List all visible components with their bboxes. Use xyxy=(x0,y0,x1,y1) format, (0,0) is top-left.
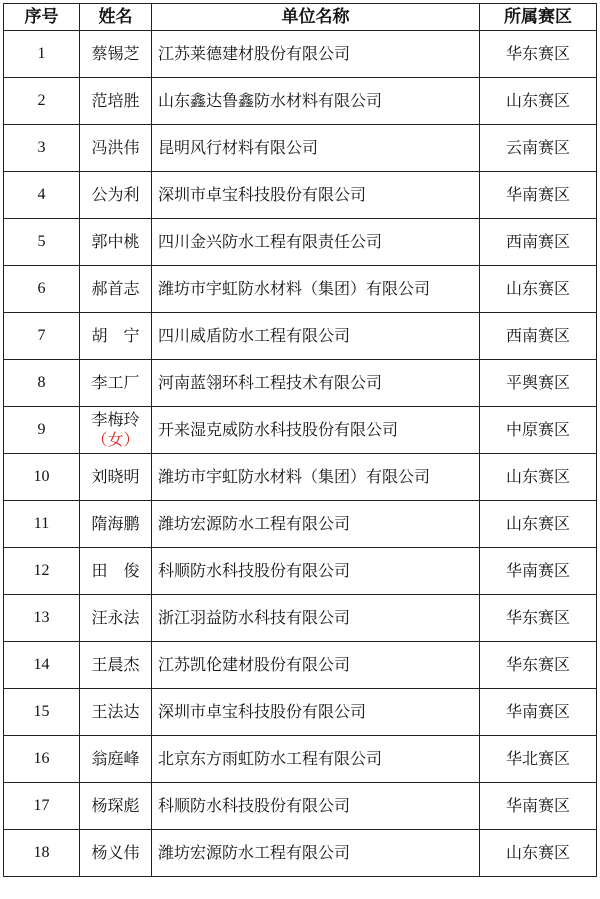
cell-name xyxy=(80,78,152,125)
cell-org: 山东鑫达鲁鑫防水材料有限公司 xyxy=(152,78,480,125)
gender-tag: （女） xyxy=(91,430,140,449)
person-name: 刘晓明 xyxy=(91,467,140,486)
cell-org: 江苏凯伦建材股份有限公司 xyxy=(152,642,480,689)
table-row xyxy=(4,642,597,689)
person-name: 杨义伟 xyxy=(91,843,140,862)
cell-name xyxy=(80,31,152,78)
cell-no: 6 xyxy=(4,266,80,313)
cell-region: 西南赛区 xyxy=(480,219,597,266)
table-row xyxy=(4,548,597,595)
cell-region: 山东赛区 xyxy=(480,830,597,877)
table-row xyxy=(4,31,597,78)
table-row xyxy=(4,313,597,360)
cell-org: 昆明风行材料有限公司 xyxy=(152,125,480,172)
header-no: 序号 xyxy=(4,4,80,31)
table-body xyxy=(4,31,597,877)
cell-name xyxy=(80,172,152,219)
cell-org: 潍坊市宇虹防水材料（集团）有限公司 xyxy=(152,266,480,313)
person-name: 汪永法 xyxy=(91,608,140,627)
cell-name xyxy=(80,548,152,595)
cell-name xyxy=(80,642,152,689)
cell-region: 华东赛区 xyxy=(480,642,597,689)
table-row xyxy=(4,78,597,125)
table-row xyxy=(4,360,597,407)
cell-region: 山东赛区 xyxy=(480,454,597,501)
cell-region: 山东赛区 xyxy=(480,78,597,125)
cell-region: 华东赛区 xyxy=(480,595,597,642)
person-name: 王晨杰 xyxy=(91,655,140,674)
cell-org: 江苏莱德建材股份有限公司 xyxy=(152,31,480,78)
cell-no: 8 xyxy=(4,360,80,407)
cell-no: 11 xyxy=(4,501,80,548)
person-name: 冯洪伟 xyxy=(91,138,140,157)
cell-region: 华南赛区 xyxy=(480,548,597,595)
cell-name xyxy=(80,501,152,548)
table-header-row xyxy=(4,4,597,31)
person-name: 翁庭峰 xyxy=(91,749,140,768)
cell-no: 17 xyxy=(4,783,80,830)
table-row xyxy=(4,172,597,219)
table-row xyxy=(4,407,597,454)
cell-org: 科顺防水科技股份有限公司 xyxy=(152,548,480,595)
person-name: 田 俊 xyxy=(91,561,140,580)
person-name: 范培胜 xyxy=(91,91,140,110)
person-name: 李梅玲 xyxy=(91,410,140,429)
table-row xyxy=(4,689,597,736)
cell-org: 四川金兴防水工程有限责任公司 xyxy=(152,219,480,266)
cell-no: 12 xyxy=(4,548,80,595)
cell-region: 云南赛区 xyxy=(480,125,597,172)
cell-region: 华南赛区 xyxy=(480,689,597,736)
cell-no: 9 xyxy=(4,407,80,454)
cell-org: 北京东方雨虹防水工程有限公司 xyxy=(152,736,480,783)
cell-region: 平舆赛区 xyxy=(480,360,597,407)
cell-region: 华南赛区 xyxy=(480,783,597,830)
cell-no: 4 xyxy=(4,172,80,219)
cell-name xyxy=(80,360,152,407)
table-row xyxy=(4,736,597,783)
cell-org: 潍坊宏源防水工程有限公司 xyxy=(152,830,480,877)
cell-name xyxy=(80,595,152,642)
cell-name xyxy=(80,313,152,360)
table-row xyxy=(4,266,597,313)
person-name: 胡 宁 xyxy=(91,326,140,345)
person-name: 郭中桃 xyxy=(91,232,140,251)
cell-no: 10 xyxy=(4,454,80,501)
cell-no: 13 xyxy=(4,595,80,642)
header-name: 姓名 xyxy=(80,4,152,31)
cell-no: 3 xyxy=(4,125,80,172)
cell-org: 河南蓝翎环科工程技术有限公司 xyxy=(152,360,480,407)
cell-name xyxy=(80,454,152,501)
cell-name xyxy=(80,736,152,783)
cell-name xyxy=(80,219,152,266)
cell-org: 科顺防水科技股份有限公司 xyxy=(152,783,480,830)
header-org: 单位名称 xyxy=(152,4,480,31)
header-region: 所属赛区 xyxy=(480,4,597,31)
cell-name xyxy=(80,783,152,830)
cell-org: 深圳市卓宝科技股份有限公司 xyxy=(152,172,480,219)
person-name: 郝首志 xyxy=(91,279,140,298)
person-name: 李工厂 xyxy=(91,373,140,392)
cell-org: 开来湿克威防水科技股份有限公司 xyxy=(152,407,480,454)
table-row xyxy=(4,783,597,830)
cell-no: 7 xyxy=(4,313,80,360)
table-row xyxy=(4,219,597,266)
cell-no: 16 xyxy=(4,736,80,783)
cell-org: 四川威盾防水工程有限公司 xyxy=(152,313,480,360)
participants-table xyxy=(3,3,597,877)
cell-region: 西南赛区 xyxy=(480,313,597,360)
cell-org: 潍坊市宇虹防水材料（集团）有限公司 xyxy=(152,454,480,501)
cell-org: 浙江羽益防水科技有限公司 xyxy=(152,595,480,642)
person-name: 隋海鹏 xyxy=(91,514,140,533)
table-row xyxy=(4,501,597,548)
cell-name xyxy=(80,830,152,877)
person-name: 杨琛彪 xyxy=(91,796,140,815)
cell-region: 山东赛区 xyxy=(480,501,597,548)
cell-region: 山东赛区 xyxy=(480,266,597,313)
cell-no: 5 xyxy=(4,219,80,266)
table-row xyxy=(4,125,597,172)
cell-region: 华南赛区 xyxy=(480,172,597,219)
cell-name xyxy=(80,125,152,172)
cell-region: 华东赛区 xyxy=(480,31,597,78)
cell-no: 14 xyxy=(4,642,80,689)
cell-no: 1 xyxy=(4,31,80,78)
table-row xyxy=(4,595,597,642)
cell-no: 15 xyxy=(4,689,80,736)
person-name: 公为利 xyxy=(91,185,140,204)
cell-no: 2 xyxy=(4,78,80,125)
cell-name xyxy=(80,266,152,313)
table-row xyxy=(4,454,597,501)
person-name: 王法达 xyxy=(91,702,140,721)
cell-name xyxy=(80,407,152,454)
person-name: 蔡锡芝 xyxy=(91,44,140,63)
cell-region: 中原赛区 xyxy=(480,407,597,454)
cell-org: 深圳市卓宝科技股份有限公司 xyxy=(152,689,480,736)
cell-name xyxy=(80,689,152,736)
cell-region: 华北赛区 xyxy=(480,736,597,783)
table-row xyxy=(4,830,597,877)
cell-no: 18 xyxy=(4,830,80,877)
cell-org: 潍坊宏源防水工程有限公司 xyxy=(152,501,480,548)
